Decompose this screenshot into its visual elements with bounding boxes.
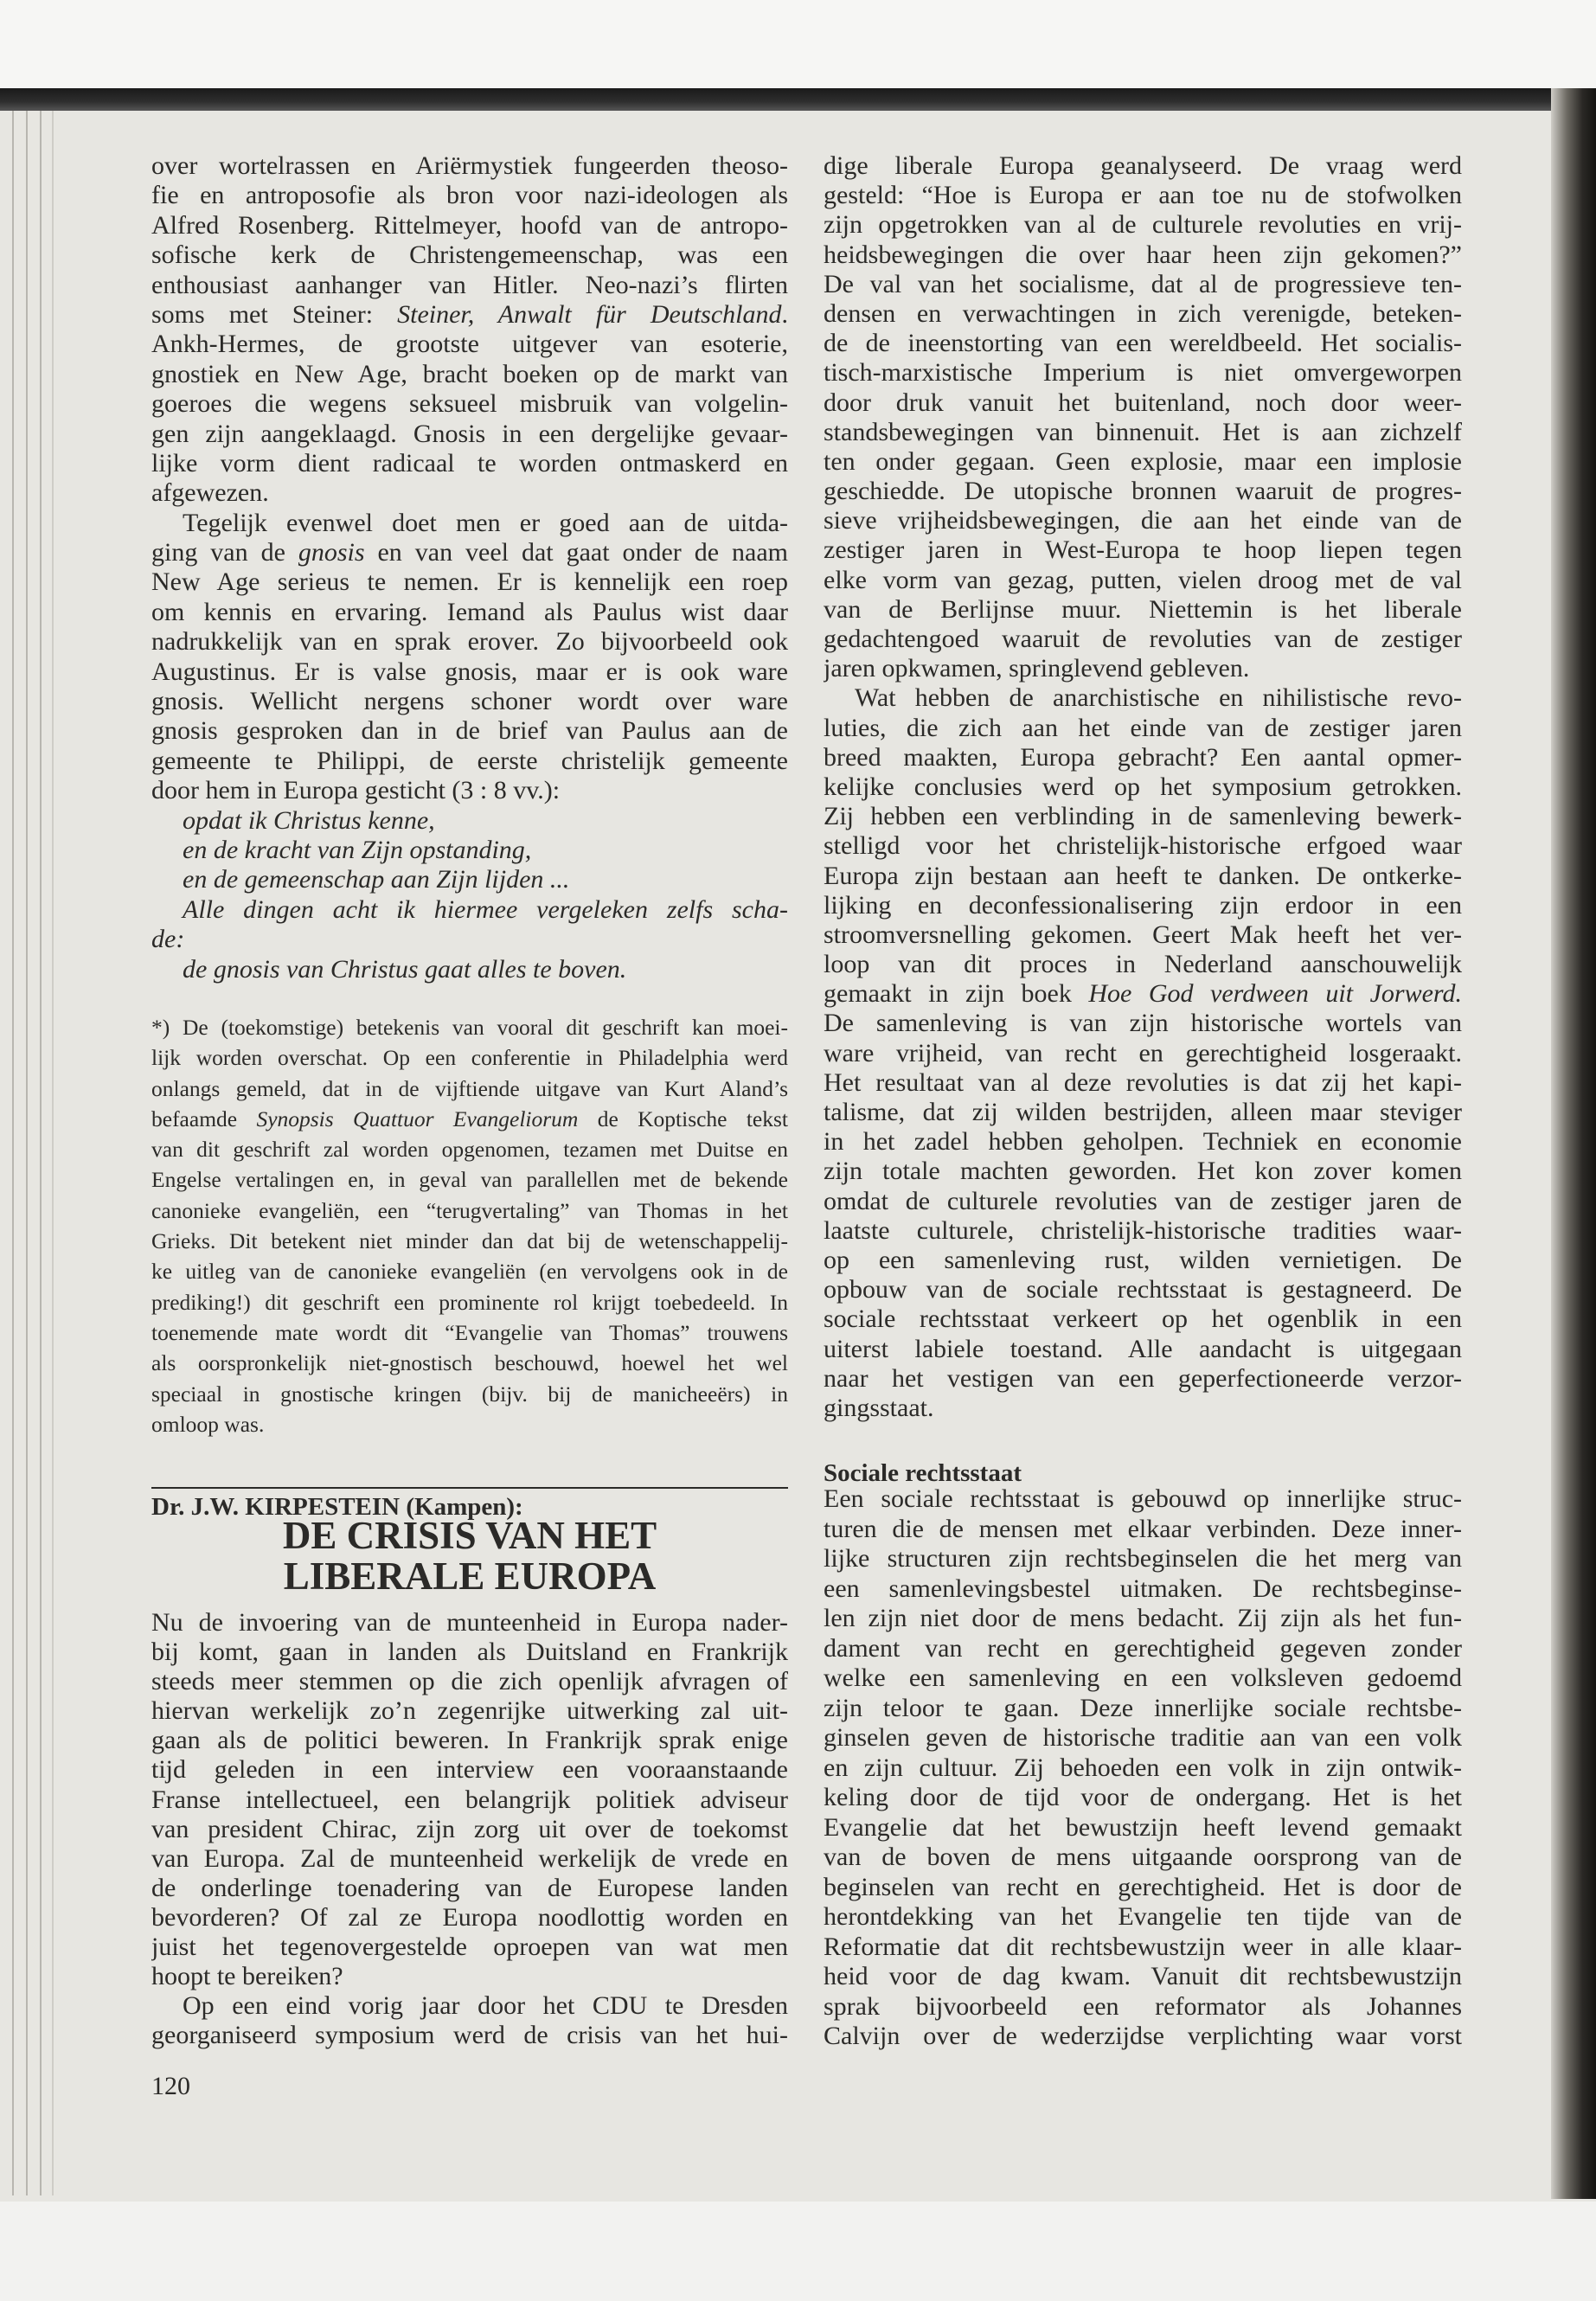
text-run: Zij hebben een verblinding in de samenleving bewerk-: [824, 802, 1462, 831]
text-run: van Europa. Zal de munteenheid werkelijk de vrede en: [151, 1843, 788, 1873]
page-edge-line: [12, 111, 14, 2195]
text-line: [151, 151, 788, 181]
text-run: gemaakt in zijn boek: [824, 979, 1089, 1009]
italic-text-run: gnosis: [298, 538, 365, 567]
text-run: opdat ik Christus kenne,: [183, 805, 435, 835]
text-run: dament van recht en gerechtigheid gegeven zonder: [824, 1633, 1462, 1663]
text-run: gaan als de politici beweren. In Frankrijk sprak enige: [151, 1726, 788, 1755]
text-line: [824, 240, 1462, 270]
text-run: densen en verwachtingen in zich verenigde, beteken-: [824, 298, 1462, 328]
italic-text-run: Steiner, Anwalt für Deutschland: [397, 299, 782, 329]
text-line: [151, 1991, 788, 2021]
text-run: ten onder gegaan. Geen explosie, maar een implosie: [824, 446, 1462, 476]
text-line: [824, 181, 1462, 210]
text-line: [151, 598, 788, 627]
page-edge-line: [40, 111, 42, 2195]
text-line: [151, 1134, 788, 1164]
text-line: [824, 1098, 1462, 1127]
scan-top-shadow: [0, 88, 1596, 111]
text-line: [151, 687, 788, 716]
text-line: [151, 747, 788, 776]
text-line: [151, 1667, 788, 1696]
text-line: [824, 979, 1462, 1009]
text-line: [151, 538, 788, 567]
text-line: [824, 1663, 1462, 1694]
text-line: [824, 772, 1462, 802]
text-run: de:: [151, 925, 185, 954]
text-line: [151, 955, 788, 984]
text-run: herontdekking van het Evangelie ten tijde van de: [824, 1902, 1462, 1931]
text-line: [824, 1394, 1462, 1423]
text-line: [824, 566, 1462, 595]
text-run: zijn teloor te gaan. Deze innerlijke sociale rechtsbe-: [824, 1693, 1462, 1722]
italic-text-run: Hoe God verdween uit Jorwerd.: [1088, 979, 1462, 1009]
text-run: Europa zijn bestaan aan heeft te danken. De ontkerke-: [824, 861, 1462, 890]
text-run: befaamde: [151, 1106, 257, 1131]
page-edge-line: [52, 111, 54, 2195]
text-run: ke uitleg van de canonieke evangeliën (en vervolgens ook in de: [151, 1259, 788, 1285]
text-run: tisch-marxistische Imperium is niet omvergeworpen: [824, 358, 1462, 388]
text-run: en de kracht van Zijn opstanding,: [183, 835, 532, 864]
text-run: enthousiast aanhanger van Hitler. Neo-nazi’s flirten: [151, 270, 788, 299]
right-column-text: [824, 151, 1462, 1423]
text-line: [151, 1226, 788, 1256]
text-run: stroomversnelling gekomen. Geert Mak heeft het ver-: [824, 920, 1462, 949]
text-line: [151, 895, 788, 925]
text-run: de onderlinge toenadering van de Europese landen: [151, 1873, 788, 1902]
text-run: ging van de: [151, 538, 298, 567]
text-run: een samenlevingsbestel uitmaken. De rechtsbeginse-: [824, 1574, 1462, 1603]
text-run: gnosis gesproken dan in de brief van Paulus aan de: [151, 716, 788, 746]
text-line: [824, 625, 1462, 654]
text-run: hoopt te bereiken?: [151, 1962, 343, 1991]
text-run: omloop was.: [151, 1411, 265, 1437]
text-line: [151, 2021, 788, 2050]
text-line: [151, 1785, 788, 1815]
text-run: keling door de tijd voor de ondergang. Het is het: [824, 1783, 1462, 1811]
text-line: [824, 802, 1462, 831]
text-run: sociale rechtsstaat verkeert op het ogenblik in een: [824, 1304, 1462, 1334]
text-run: en van veel dat gaat onder de naam: [364, 538, 788, 567]
text-line: [151, 1317, 788, 1348]
text-run: zijn totale machten geworden. Het kon zover komen: [824, 1157, 1462, 1186]
text-line: [151, 1256, 788, 1286]
text-run: over wortelrassen en Ariërmystiek fungeerden theoso-: [151, 151, 788, 180]
text-run: De samenleving is van zijn historische wortels van: [824, 1009, 1462, 1038]
text-run: gnostiek en New Age, bracht boeken op de markt van: [151, 359, 788, 388]
text-line: [824, 1304, 1462, 1334]
text-run: *) De (toekomstige) betekenis van vooral dit geschrift kan moei-: [151, 1015, 788, 1040]
text-line: [151, 271, 788, 300]
text-run: speciaal in gnostische kringen (bijv. bij de manicheeërs) in: [151, 1381, 788, 1407]
text-run: ginselen geven de historische traditie aan van een volk: [824, 1723, 1462, 1752]
text-line: [151, 1815, 788, 1844]
section-body: [824, 1484, 1462, 2052]
text-line: [824, 270, 1462, 299]
text-line: [824, 714, 1462, 743]
text-line: [151, 1379, 788, 1409]
text-run: afgewezen.: [151, 478, 269, 508]
text-run: in het zadel hebben geholpen. Techniek en economie: [824, 1127, 1462, 1157]
text-line: [151, 776, 788, 805]
text-run: Grieks. Dit betekent niet minder dan dat bij de wetenschappelij-: [151, 1228, 788, 1254]
text-line: [824, 1039, 1462, 1068]
text-run: Calvijn over de wederzijdse verplichting waar vorst: [824, 2022, 1462, 2050]
text-line: [151, 1874, 788, 1903]
text-line: [824, 447, 1462, 477]
text-run: de Koptische tekst: [578, 1106, 788, 1131]
text-run: .: [781, 299, 788, 329]
text-line: [824, 1962, 1462, 1992]
text-run: van president Chirac, zijn zorg uit over de toekomst: [151, 1814, 788, 1843]
text-line: [824, 1992, 1462, 2022]
text-run: gnosis. Wellicht nergens schoner wordt over ware: [151, 687, 788, 716]
text-line: [824, 358, 1462, 388]
text-line: [824, 2022, 1462, 2052]
text-line: [151, 1164, 788, 1195]
text-line: [824, 1932, 1462, 1963]
text-run: van de Berlijnse muur. Niettemin is het liberale: [824, 594, 1462, 624]
text-line: [824, 299, 1462, 329]
text-run: opbouw van de sociale rechtsstaat is gestagneerd. De: [824, 1275, 1462, 1304]
text-line: [151, 240, 788, 270]
text-line: [151, 1348, 788, 1378]
text-run: zestiger jaren in West-Europa te hoop liepen tegen: [824, 535, 1462, 565]
text-line: [151, 567, 788, 597]
text-line: [824, 1813, 1462, 1843]
text-line: [824, 1364, 1462, 1394]
text-run: canonieke evangeliën, een “terugvertaling” van Thomas in het: [151, 1197, 788, 1223]
article-divider: [151, 1487, 788, 1489]
text-line: [824, 862, 1462, 891]
text-line: [151, 1608, 788, 1638]
text-line: [824, 683, 1462, 713]
text-line: [151, 1104, 788, 1134]
text-line: [824, 595, 1462, 625]
text-run: de de ineenstorting van een wereldbeeld. Het socialis-: [824, 329, 1462, 358]
left-column-text: [151, 151, 788, 984]
text-line: [824, 1484, 1462, 1515]
text-line: [151, 1638, 788, 1667]
text-line: [824, 1127, 1462, 1157]
text-run: omdat de culturele revoluties van de zestiger jaren de: [824, 1186, 1462, 1215]
text-line: [824, 151, 1462, 181]
footnote: [151, 1012, 788, 1439]
text-run: Engelse vertalingen en, in geval van parallellen met de bekende: [151, 1167, 788, 1193]
text-line: [824, 477, 1462, 506]
text-run: sofische kerk de Christengemeenschap, was een: [151, 240, 788, 270]
text-line: [824, 1694, 1462, 1724]
text-line: [151, 389, 788, 419]
text-line: [824, 831, 1462, 861]
text-run: talisme, dat zij wilden bestrijden, alleen maar steviger: [824, 1098, 1462, 1126]
text-run: onlangs gemeld, dat in de vijftiende uitgave van Kurt Aland’s: [151, 1075, 788, 1101]
text-run: van dit geschrift zal worden opgenomen, tezamen met Duitse en: [151, 1137, 788, 1163]
article-byline: Dr. J.W. KIRPESTEIN (Kampen):: [151, 1493, 523, 1521]
text-line: [151, 211, 788, 240]
text-run: dige liberale Europa geanalyseerd. De vraag werd: [824, 151, 1462, 180]
text-line: [824, 1753, 1462, 1784]
text-line: [824, 388, 1462, 418]
text-line: [151, 420, 788, 449]
text-run: standsbewegingen van binnenuit. Het is aan zichzelf: [824, 417, 1462, 446]
text-line: [151, 300, 788, 330]
text-run: laatste culturele, christelijk-historische tradities waar-: [824, 1215, 1462, 1245]
text-line: [824, 1634, 1462, 1664]
text-run: ware vrijheid, van recht en gerechtigheid losgeraakt.: [824, 1038, 1462, 1067]
italic-text-run: Synopsis Quattuor Evangeliorum: [256, 1106, 579, 1131]
text-run: en de gemeenschap aan Zijn lijden ...: [183, 865, 570, 894]
text-line: [151, 865, 788, 894]
text-run: op een samenleving rust, wilden vernietigen. De: [824, 1245, 1462, 1274]
text-line: [824, 329, 1462, 358]
text-line: [824, 1246, 1462, 1275]
text-line: [824, 1068, 1462, 1098]
text-line: [824, 920, 1462, 950]
text-run: Op een eind vorig jaar door het CDU te Dresden: [183, 1991, 788, 2021]
text-run: turen die de mensen met elkaar verbinden. Deze inner-: [824, 1514, 1462, 1543]
text-line: [151, 806, 788, 836]
book-spine-shadow: [1551, 88, 1596, 2199]
article-title-line: LIBERALE EUROPA: [283, 1554, 657, 1598]
text-run: om kennis en ervaring. Iemand als Paulus wist daar: [151, 597, 788, 626]
text-run: juist het tegenovergestelde oproepen van wat men: [151, 1932, 788, 1962]
text-run: Wat hebben de anarchistische en nihilistische revo-: [855, 683, 1462, 713]
text-line: [151, 1074, 788, 1104]
text-run: heidsbewegingen die over haar heen zijn gekomen?”: [824, 240, 1462, 269]
text-run: geschiedde. De utopische bronnen waaruit de progres-: [824, 477, 1462, 506]
text-run: bevorderen? Of zal ze Europa noodlottig worden en: [151, 1902, 788, 1932]
text-run: tijd geleden in een interview een vooraanstaande: [151, 1755, 788, 1785]
article-title-line: DE CRISIS VAN HET: [282, 1514, 657, 1557]
text-run: luties, die zich aan het einde van de zestiger jaren: [824, 713, 1462, 742]
text-line: [151, 925, 788, 954]
text-run: door hem in Europa gesticht (3 : 8 vv.):: [151, 776, 561, 805]
text-run: Tegelijk evenwel doet men er goed aan de uitda-: [183, 508, 788, 537]
text-line: [151, 1932, 788, 1962]
text-line: [151, 1042, 788, 1073]
scan-top-margin: [0, 0, 1596, 88]
text-run: gemeente te Philippi, de eerste christelijk gemeente: [151, 746, 788, 775]
text-run: goeroes die wegens seksueel misbruik van volgelin-: [151, 389, 788, 419]
text-run: beginselen van recht en gerechtigheid. Het is door de: [824, 1872, 1462, 1901]
text-line: [824, 1574, 1462, 1605]
text-run: Nu de invoering van de munteenheid in Europa nader-: [151, 1608, 788, 1637]
text-line: [151, 1696, 788, 1726]
text-run: New Age serieus te nemen. Er is kennelijk een roep: [151, 567, 788, 597]
text-run: van de boven de mens uitgaande oorsprong van de: [824, 1843, 1462, 1871]
text-run: Evangelie dat het bewustzijn heeft levend gemaakt: [824, 1812, 1462, 1842]
text-line: [824, 1515, 1462, 1545]
text-line: [151, 716, 788, 746]
text-line: [151, 1012, 788, 1042]
text-run: gen zijn aangeklaagd. Gnosis in een dergelijke gevaar-: [151, 419, 788, 448]
text-run: sieve vrijheidsbewegingen, die aan het einde van de: [824, 506, 1462, 535]
text-line: [824, 743, 1462, 772]
text-run: als oorspronkelijk niet-gnostisch beschouwd, hoewel het wel: [151, 1350, 788, 1376]
text-line: [151, 1726, 788, 1755]
text-line: [824, 1604, 1462, 1634]
text-line: [824, 1335, 1462, 1364]
text-run: jaren opkwamen, springlevend gebleven.: [824, 654, 1250, 683]
page-number: 120: [151, 2072, 190, 2100]
text-run: fie en antroposofie als bron voor nazi-ideologen als: [151, 181, 788, 210]
text-line: [151, 1195, 788, 1226]
text-run: Alle dingen acht ik hiermee vergeleken zelfs scha-: [183, 894, 788, 924]
text-line: [151, 360, 788, 389]
text-run: soms met Steiner:: [151, 299, 398, 329]
text-run: uiterst labiele toestand. Alle aandacht is uitgegaan: [824, 1334, 1462, 1363]
text-line: [824, 1902, 1462, 1932]
text-run: en zijn cultuur. Zij behoeden een volk in zijn ontwik-: [824, 1753, 1462, 1782]
scan-bottom-margin: [0, 2202, 1596, 2301]
text-line: [151, 657, 788, 687]
text-run: georganiseerd symposium werd de crisis van het hui-: [151, 2021, 788, 2050]
text-run: zijn opgetrokken van al de culturele revoluties en vrij-: [824, 210, 1462, 240]
text-line: [151, 1755, 788, 1785]
text-run: Een sociale rechtsstaat is gebouwd op innerlijke struc-: [824, 1484, 1462, 1513]
text-line: [151, 509, 788, 538]
text-run: prediking!) dit geschrift een prominente rol krijgt toebedeeld. In: [151, 1289, 788, 1315]
text-run: gedachtengoed waaruit de revoluties van de zestiger: [824, 625, 1462, 653]
text-line: [824, 1544, 1462, 1574]
text-line: [824, 891, 1462, 920]
section-heading: Sociale rechtsstaat: [824, 1459, 1022, 1487]
text-run: toenemende mate wordt dit “Evangelie van Thomas” trouwens: [151, 1319, 788, 1345]
text-run: lijking en deconfessionalisering zijn erdoor in een: [824, 890, 1462, 920]
text-run: kelijke conclusies werd op het symposium getrokken.: [824, 772, 1462, 801]
text-run: steeds meer stemmen op die zich openlijk afvragen of: [151, 1667, 788, 1696]
text-run: hiervan werkelijk zo’n zegenrijke uitwerking zal uit-: [151, 1696, 788, 1726]
text-line: [151, 330, 788, 359]
text-line: [824, 535, 1462, 565]
text-line: [824, 1216, 1462, 1246]
text-run: breed maakten, Europa gebracht? Een aantal opmer-: [824, 742, 1462, 772]
text-run: door druk vanuit het buitenland, noch door weer-: [824, 388, 1462, 417]
text-run: naar het vestigen van een geperfectioneerde verzor-: [824, 1363, 1462, 1393]
text-line: [151, 1903, 788, 1932]
text-run: gingsstaat.: [824, 1393, 934, 1422]
text-run: Het resultaat van al deze revoluties is dat zij het kapi-: [824, 1067, 1462, 1097]
page-edge-line: [26, 111, 28, 2195]
text-line: [824, 1275, 1462, 1304]
article-body-start: [151, 1608, 788, 2050]
text-run: nadrukkelijk van en sprak erover. Zo bijvoorbeeld ook: [151, 627, 788, 657]
text-line: [151, 1962, 788, 1991]
text-line: [824, 1187, 1462, 1216]
text-line: [151, 181, 788, 210]
text-run: bij komt, gaan in landen als Duitsland en Frankrijk: [151, 1638, 788, 1667]
text-run: heid voor de dag kwam. Vanuit dit rechtsbewustzijn: [824, 1962, 1462, 1990]
text-line: [824, 418, 1462, 447]
text-run: Alfred Rosenberg. Rittelmeyer, hoofd van de antropo-: [151, 210, 788, 240]
text-run: len zijn niet door de mens bedacht. Zij zijn als het fun-: [824, 1604, 1462, 1632]
text-run: gesteld: “Hoe is Europa er aan toe nu de stofwolken: [824, 181, 1462, 210]
text-run: lijke structuren zijn rechtsbeginselen die het merg van: [824, 1544, 1462, 1573]
text-line: [824, 210, 1462, 240]
text-line: [824, 654, 1462, 683]
text-run: Ankh-Hermes, de grootste uitgever van esoterie,: [151, 330, 788, 359]
text-line: [824, 1783, 1462, 1813]
text-run: lijk worden overschat. Op een conferentie in Philadelphia werd: [151, 1045, 788, 1071]
text-line: [151, 478, 788, 508]
text-line: [151, 836, 788, 865]
text-run: stelligd voor het christelijk-historische erfgoed waar: [824, 831, 1462, 861]
text-line: [824, 1157, 1462, 1186]
text-line: [824, 1843, 1462, 1873]
text-line: [151, 1409, 788, 1439]
text-run: loop van dit proces in Nederland aanschouwelijk: [824, 950, 1462, 979]
text-run: de gnosis van Christus gaat alles te boven.: [183, 954, 627, 984]
text-line: [151, 449, 788, 478]
text-line: [151, 1844, 788, 1874]
text-run: lijke vorm dient radicaal te worden ontmaskerd en: [151, 448, 788, 478]
text-line: [824, 506, 1462, 535]
text-line: [824, 1873, 1462, 1903]
text-run: Augustinus. Er is valse gnosis, maar er is ook ware: [151, 657, 788, 686]
article-title: [151, 1516, 788, 1597]
text-run: elke vorm van gezag, putten, vielen droog met de val: [824, 565, 1462, 594]
text-line: [151, 1287, 788, 1317]
text-line: [151, 627, 788, 657]
text-run: sprak bijvoorbeeld een reformator als Johannes: [824, 1991, 1462, 2021]
text-run: welke een samenleving en een volksleven gedoemd: [824, 1663, 1462, 1692]
text-line: [824, 950, 1462, 979]
text-run: De val van het socialisme, dat al de progressieve ten-: [824, 269, 1462, 298]
text-line: [824, 1723, 1462, 1753]
text-line: [824, 1009, 1462, 1038]
text-run: Reformatie dat dit rechtsbewustzijn weer in alle klaar-: [824, 1932, 1462, 1961]
text-run: Franse intellectueel, een belangrijk politiek adviseur: [151, 1785, 788, 1814]
